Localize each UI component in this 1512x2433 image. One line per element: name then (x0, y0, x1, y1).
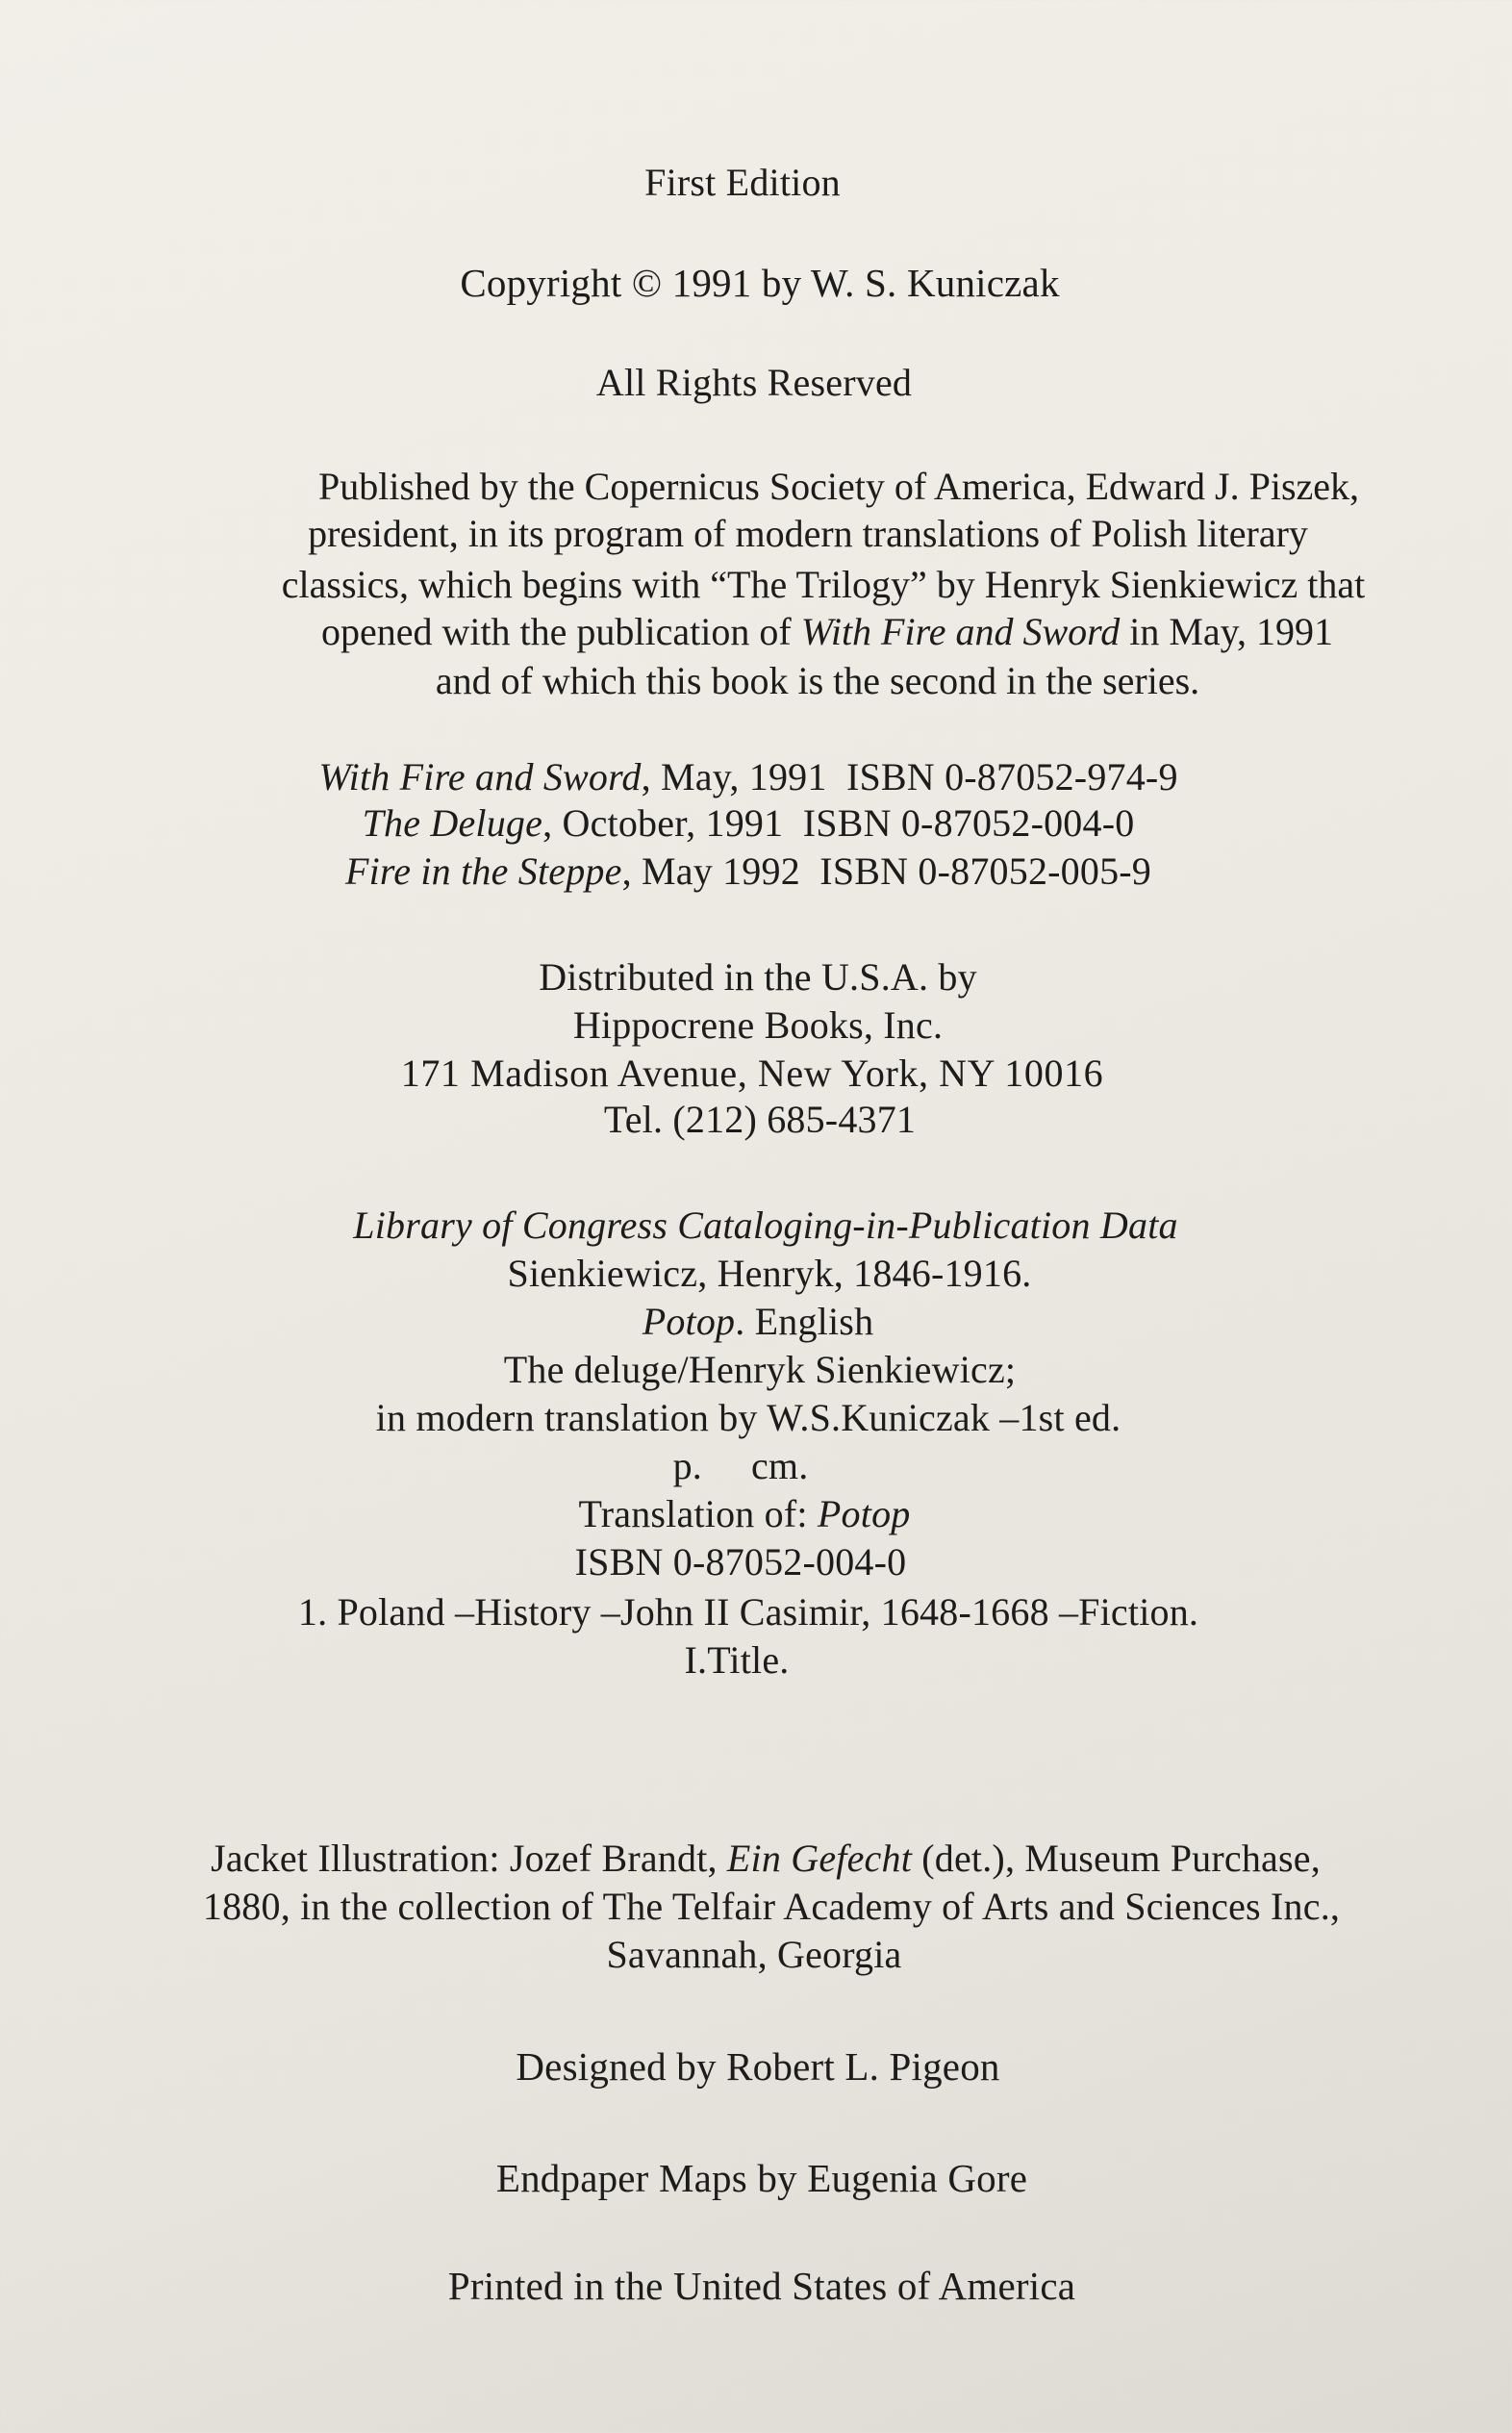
cip-translation-line: in modern translation by W.S.Kuniczak –1st ed. (375, 1396, 1121, 1439)
jacket-credit-text: (det.), Museum Purchase, (912, 1837, 1321, 1880)
cip-subject: 1. Poland –History –John II Casimir, 1648-1668 –Fiction. (297, 1590, 1199, 1634)
cip-original-title-suffix: . English (735, 1300, 874, 1343)
publisher-paragraph (183, 462, 1472, 705)
cip-title-entry: I.Title. (684, 1638, 790, 1682)
designer-credit: Designed by Robert L. Pigeon (516, 2044, 1000, 2089)
printed-credit: Printed in the United States of America (447, 2264, 1076, 2308)
rights-line: All Rights Reserved (595, 361, 913, 404)
jacket-credit-text: Jacket Illustration: Jozef Brandt, (211, 1837, 727, 1880)
publisher-text: classics, which begins with “The Trilogy” by Henryk Sienkiewicz that (281, 563, 1366, 606)
series-item-1 (0, 754, 1504, 800)
artwork-title-italic: Ein Gefecht (726, 1837, 913, 1880)
cip-translation-of-label: Translation of: (578, 1492, 818, 1535)
series-details: , May, 1991 ISBN 0-87052-974-9 (641, 755, 1178, 798)
cip-physical: p. cm. (672, 1444, 809, 1487)
publisher-line-5 (164, 656, 1472, 705)
distributor-line-1: Distributed in the U.S.A. by (539, 955, 977, 999)
cip-translation-of-title: Potop (817, 1492, 911, 1535)
publisher-line-3 (175, 560, 1472, 609)
cip-isbn: ISBN 0-87052-004-0 (574, 1540, 907, 1584)
publisher-line-2 (144, 509, 1472, 558)
copyright-line: Copyright © 1991 by W. S. Kuniczak (460, 261, 1060, 305)
cip-original-title-italic: Potop (642, 1300, 736, 1343)
book-title-italic: With Fire and Sword (800, 610, 1121, 653)
series-item-2 (0, 800, 1504, 847)
cip-author: Sienkiewicz, Henryk, 1846-1916. (507, 1252, 1032, 1295)
cip-translation-of (0, 1491, 1500, 1537)
series-title: Fire in the Steppe (344, 849, 622, 893)
distributor-line-3: 171 Madison Avenue, New York, NY 10016 (400, 1052, 1104, 1095)
publisher-line-4 (183, 607, 1472, 656)
distributor-line-2: Hippocrene Books, Inc. (572, 1003, 944, 1047)
distributor-line-4: Tel. (212) 685-4371 (603, 1098, 917, 1141)
publisher-text: in May, 1991 (1120, 610, 1334, 653)
publisher-text: opened with the publication of (320, 610, 801, 653)
jacket-credit-line-1 (10, 1836, 1512, 1882)
publisher-text: president, in its program of modern translations of Polish literary (308, 512, 1308, 555)
cip-heading: Library of Congress Cataloging-in-Publication Data (353, 1204, 1178, 1247)
series-details: , October, 1991 ISBN 0-87052-004-0 (542, 801, 1135, 845)
publisher-text: and of which this book is the second in the series. (435, 659, 1200, 702)
series-details: , May 1992 ISBN 0-87052-005-9 (621, 849, 1151, 893)
endpaper-credit: Endpaper Maps by Eugenia Gore (495, 2156, 1028, 2200)
publisher-line-1 (183, 462, 1495, 511)
cip-title-line: The deluge/Henryk Sienkiewicz; (503, 1348, 1017, 1391)
publisher-text: Published by the Copernicus Society of America, Edward J. Piszek, (317, 465, 1360, 508)
cip-original-title (2, 1299, 1512, 1345)
series-title: With Fire and Sword (318, 755, 642, 798)
jacket-credit-line-3: Savannah, Georgia (606, 1933, 902, 1976)
edition-line: First Edition (644, 161, 841, 204)
jacket-credit-line-2: 1880, in the collection of The Telfair Academy of Arts and Sciences Inc., (202, 1885, 1341, 1928)
series-title: The Deluge (362, 801, 543, 845)
series-item-3 (0, 849, 1504, 895)
